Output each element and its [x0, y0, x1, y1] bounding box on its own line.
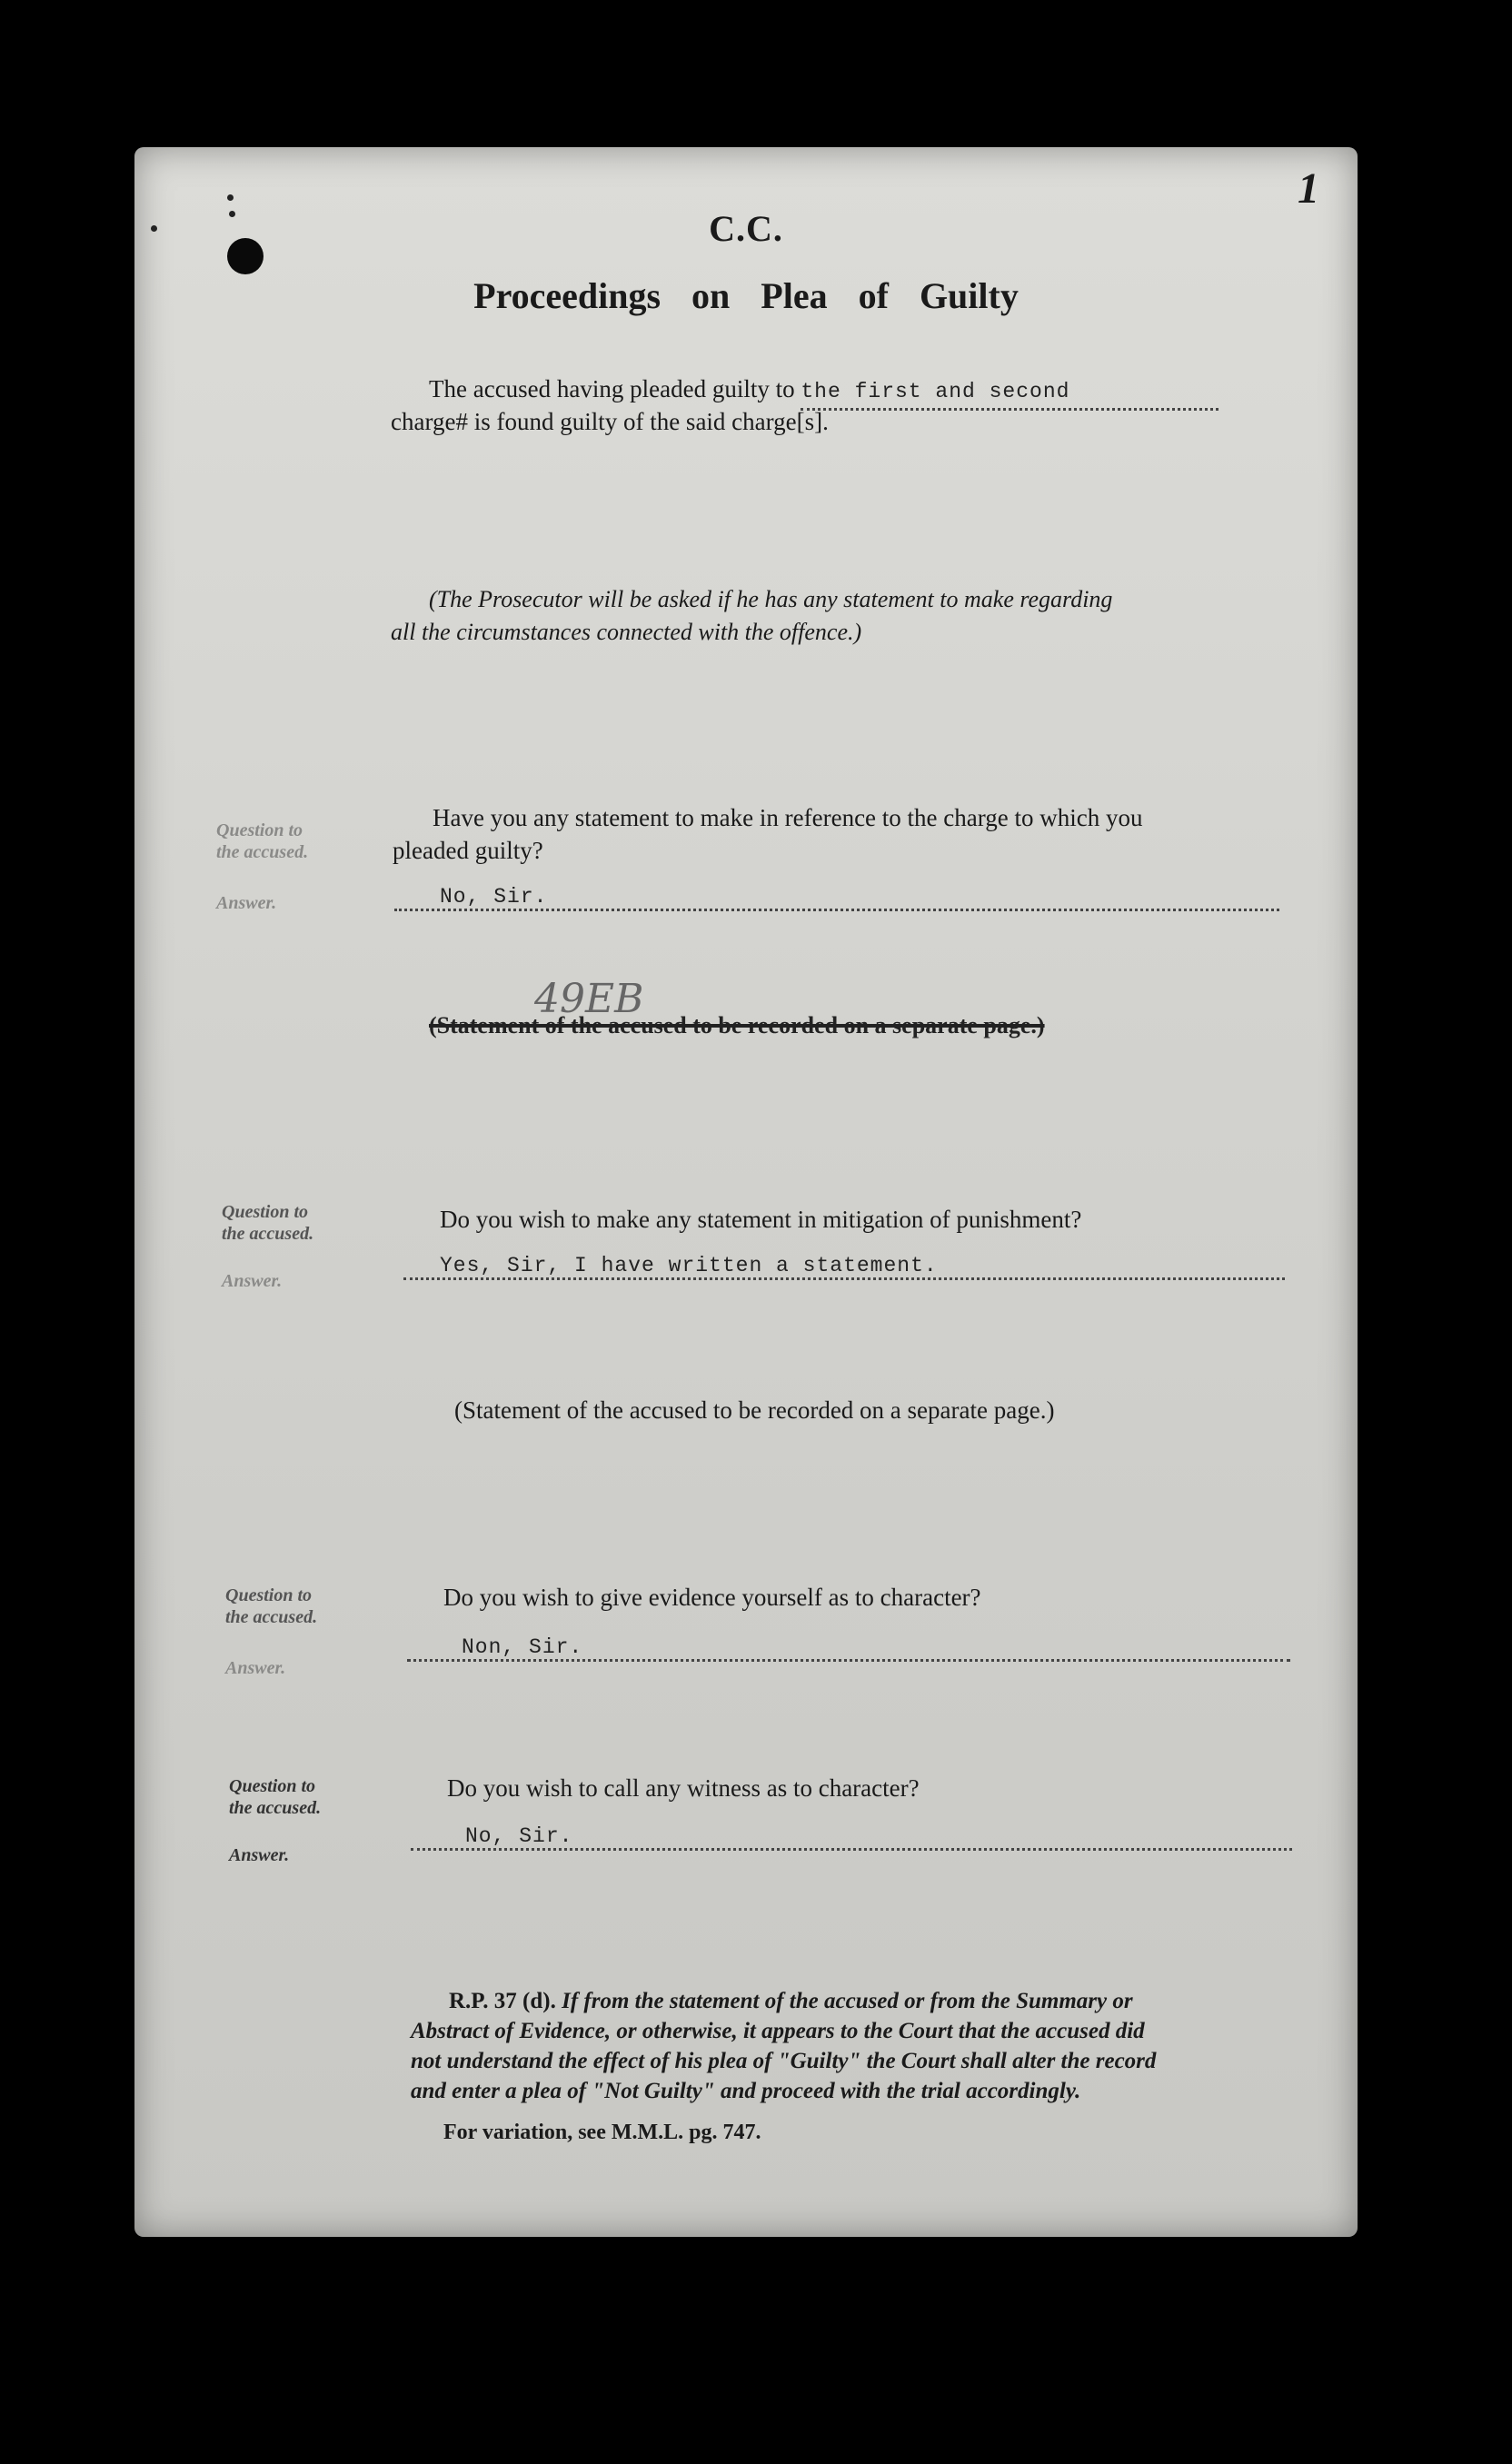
q3-margin-label — [225, 1585, 353, 1628]
struck-statement-note: (Statement of the accused to be recorded on a separate page.) — [429, 1012, 1045, 1038]
title-word: of — [858, 275, 889, 316]
page-title — [134, 274, 1358, 317]
label-accused: the accused. — [222, 1224, 314, 1244]
rule-line-2: Abstract of Evidence, or otherwise, it appears to the Court that the accused did — [411, 2019, 1145, 2043]
prosecutor-note-line-2: all the circumstances connected with the offence.) — [391, 619, 862, 645]
rule-line-3: not understand the effect of his plea of "Guilty" the Court shall alter the record — [411, 2049, 1157, 2073]
q2-answer-label: Answer. — [222, 1271, 283, 1291]
label-accused: the accused. — [229, 1798, 322, 1818]
title-word: Plea — [761, 275, 828, 316]
form-code: C.C. — [709, 208, 783, 249]
q2-question: Do you wish to make any statement in mitigation of punishment? — [440, 1206, 1082, 1233]
title-word: Proceedings — [473, 275, 662, 316]
corner-mark: 1 — [1298, 164, 1319, 213]
q1-question-line-1: Have you any statement to make in reference to the charge to which you — [433, 804, 1143, 831]
q2-margin-label — [222, 1201, 349, 1245]
label-accused: the accused. — [216, 842, 309, 862]
q3-question: Do you wish to give evidence yourself as to character? — [443, 1584, 981, 1611]
q3-answer-field: Non, Sir. — [407, 1635, 1290, 1662]
label-question: Question to — [225, 1585, 313, 1605]
label-question: Question to — [222, 1202, 309, 1222]
document-sheet — [134, 147, 1358, 2237]
label-question: Question to — [216, 820, 303, 840]
q4-question: Do you wish to call any witness as to character? — [447, 1774, 920, 1802]
rule-line-4: and enter a plea of "Not Guilty" and proceed with the trial accordingly. — [411, 2079, 1081, 2103]
rule-lead: R.P. 37 (d). — [449, 1989, 556, 2013]
label-accused: the accused. — [225, 1607, 318, 1627]
title-word: on — [691, 275, 731, 316]
q3-answer-label: Answer. — [225, 1658, 286, 1678]
rule-line-1 — [449, 1986, 1358, 2016]
rule-line-1-text: If from the statement of the accused or from the Summary or — [562, 1989, 1133, 2013]
q1-margin-label — [216, 820, 343, 863]
title-word: Guilty — [919, 275, 1019, 316]
handwritten-note: 49EB — [534, 976, 644, 1022]
plea-line-2: charge# is found guilty of the said charge[s]. — [391, 408, 829, 435]
prosecutor-note-line-1: (The Prosecutor will be asked if he has any statement to make regarding — [429, 586, 1113, 612]
plea-prefix: The accused having pleaded guilty to — [429, 375, 795, 402]
q4-answer-label: Answer. — [229, 1845, 290, 1865]
q2-answer-field: Yes, Sir, I have written a statement. — [403, 1254, 1285, 1280]
q4-answer-field: No, Sir. — [411, 1824, 1292, 1851]
label-question: Question to — [229, 1776, 316, 1796]
speck — [227, 194, 234, 201]
plea-typed-field: the first and second — [801, 375, 1219, 411]
q1-question-line-2: pleaded guilty? — [393, 837, 543, 864]
q1-answer-label: Answer. — [216, 893, 277, 913]
q1-answer-field: No, Sir. — [394, 885, 1279, 911]
statement-note: (Statement of the accused to be recorded on a separate page.) — [454, 1396, 1055, 1424]
variation-note: For variation, see M.M.L. pg. 747. — [443, 2121, 761, 2144]
q4-margin-label — [229, 1775, 356, 1819]
